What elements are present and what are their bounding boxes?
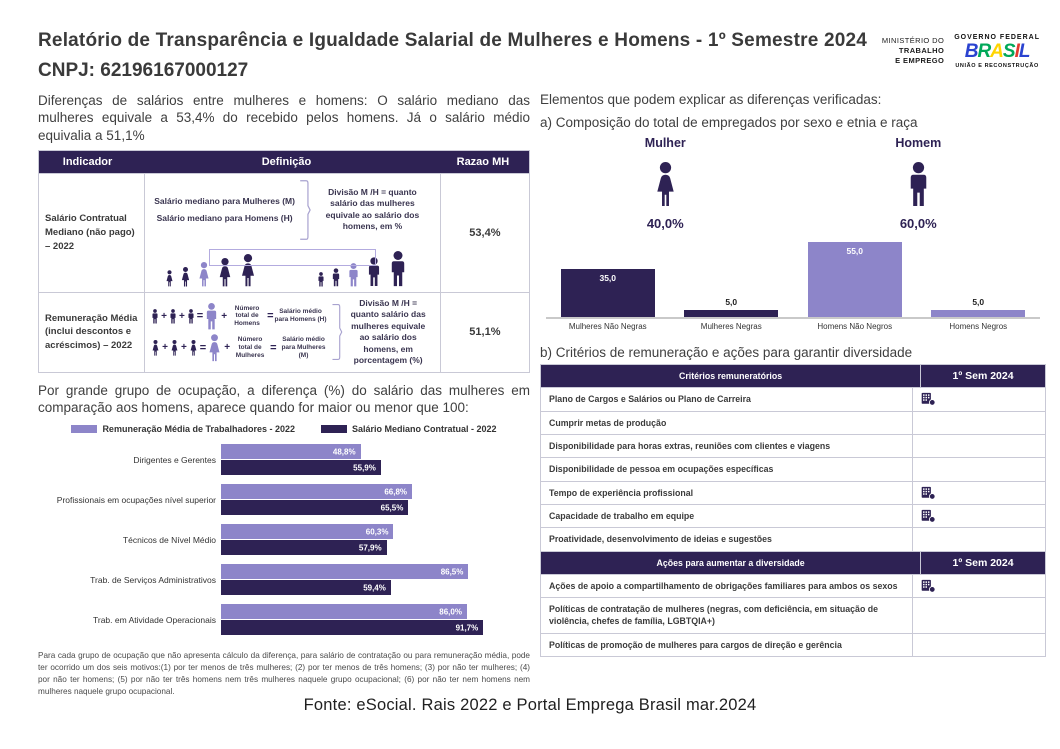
woman-icon — [180, 267, 191, 287]
definition-note: Divisão M /H = quanto salário das mulheres equivale ao salário dos homens, em % — [325, 186, 420, 232]
section-a-title: a) Composição do total de empregados por sexo e etnia e raça — [540, 115, 918, 130]
legend-swatch — [321, 425, 347, 433]
period-header: 1º Sem 2024 — [952, 556, 1014, 569]
bar-value: 35,0 — [599, 273, 617, 284]
gender-composition — [540, 136, 1046, 231]
ministry-line: MINISTÉRIO DO — [881, 36, 945, 46]
col-header-indicador: Indicador — [62, 155, 113, 168]
definition-line: Salário mediano para Mulheres (M) — [154, 196, 295, 207]
right-column — [540, 92, 1046, 706]
woman-icon — [207, 334, 222, 362]
bar-homens-negros — [931, 297, 1025, 317]
building-icon — [921, 486, 936, 500]
man-icon — [169, 309, 177, 324]
category-label: Dirigentes e Gerentes — [133, 455, 216, 466]
left-column — [38, 92, 530, 706]
ethnicity-bar-chart — [546, 235, 1040, 331]
bar-remuneracao-media — [221, 484, 412, 499]
woman-percent: 40,0% — [646, 216, 684, 231]
bar-remuneracao-media — [221, 444, 361, 459]
bar-salario-mediano — [221, 540, 387, 555]
men-average-equation: + + = + Número total de Homens = Salário médio para Homens (H) — [151, 303, 329, 330]
cnpj: CNPJ: 62196167000127 — [38, 60, 249, 81]
definition-cell — [145, 174, 440, 292]
bar-value: 57,9% — [358, 543, 382, 553]
chart-legend — [38, 424, 530, 434]
bar-value: 5,0 — [972, 297, 985, 308]
page-title: Relatório de Transparência e Igualdade Salarial de Mulheres e Homens - 1º Semestre 2024 — [38, 30, 868, 51]
logo-block — [882, 30, 1040, 69]
governo-federal-logo — [954, 34, 1040, 69]
footnote: Para cada grupo de ocupação que não apresenta cálculo da diferença, para salário de contratação ou para remuneração média, pode ter ocorrido um dos seis motivos:(1) por ter menos de três mulheres; (2) por ter menos de três homens; (3) por não ter mulheres; (4) por não ter homens; (5) por não ter três homens nem três mulheres naquele grupo ocupacional; (6) por não ter nem homens nem mulheres naquele grupo ocupacional. — [38, 651, 530, 696]
man-label: Homem — [895, 136, 942, 150]
median-people-diagram — [151, 247, 434, 287]
building-icon — [921, 392, 936, 406]
elements-title: Elementos que podem explicar as diferenças verificadas: — [540, 92, 882, 107]
woman-icon — [170, 340, 179, 356]
ratio-value: 53,4% — [440, 174, 529, 292]
intro-paragraph: Diferenças de salários entre mulheres e homens: O salário mediano das mulheres equivale a 53,4% do recebido pelos homens. Já o salário médio equivalia a 51,1% — [38, 93, 530, 143]
actions-header-row — [541, 551, 1045, 574]
col-header-razao: Razao MH — [456, 155, 510, 168]
definition-note: Divisão M /H = quanto salário das mulheres equivale ao salário dos homens, em porcentagem (%) — [350, 297, 426, 366]
man-icon — [187, 309, 195, 324]
bar-mulheres-negras — [684, 297, 778, 317]
category-label: Mulheres Não Negras — [568, 322, 647, 331]
table-row — [541, 434, 1045, 457]
table-row — [541, 481, 1045, 504]
legend-label: Salário Mediano Contratual - 2022 — [352, 424, 497, 435]
criteria-label: Disponibilidade de pessoa em ocupações específicas — [541, 458, 913, 480]
man-icon — [388, 251, 408, 287]
actions-header: Ações para aumentar a diversidade — [541, 552, 921, 574]
period-header: 1º Sem 2024 — [952, 370, 1014, 383]
brasil-wordmark: BRASIL — [964, 40, 1030, 62]
criteria-label: Proatividade, desenvolvimento de ideias e sugestões — [541, 528, 913, 550]
chart-row — [38, 524, 530, 556]
criteria-table — [540, 364, 1046, 657]
table-row — [541, 633, 1045, 656]
bar-value: 86,5% — [440, 567, 464, 577]
bar-remuneracao-media — [221, 564, 468, 579]
definition-line: Salário mediano para Homens (H) — [156, 213, 293, 224]
col-header-definicao: Definição — [261, 155, 312, 168]
uniao-reconstrucao-label: UNIÃO E RECONSTRUÇÃO — [955, 62, 1039, 69]
category-label: Homens Negros — [949, 322, 1008, 331]
building-icon — [921, 509, 936, 523]
bar-remuneracao-media — [221, 524, 393, 539]
women-average-equation: + + = + Número total de Mulheres = Salário médio para Mulheres (M) — [151, 334, 329, 362]
bracket-icon — [298, 179, 311, 241]
equation-label: Salário médio para Homens (H) — [274, 308, 327, 324]
table-row — [541, 527, 1045, 550]
legend-swatch — [71, 425, 97, 433]
bar-value: 48,8% — [332, 447, 356, 457]
bar-salario-mediano — [221, 500, 408, 515]
bar-salario-mediano — [221, 580, 391, 595]
ministry-line: TRABALHO — [898, 46, 945, 56]
ministry-line: E EMPREGO — [895, 56, 945, 66]
indicator-table — [38, 150, 530, 373]
bar-value: 60,3% — [365, 527, 389, 537]
equation-label: Número total de Homens — [234, 304, 260, 328]
ratio-value: 51,1% — [440, 293, 529, 372]
category-label: Homens Não Negros — [817, 322, 893, 331]
woman-icon — [189, 340, 198, 356]
woman-icon — [165, 270, 174, 287]
man-icon — [347, 263, 360, 287]
action-label: Políticas de promoção de mulheres para cargos de direção e gerência — [541, 634, 913, 656]
legend-label: Remuneração Média de Trabalhadores - 2022 — [102, 424, 296, 435]
category-label: Técnicos de Nível Médio — [122, 535, 216, 546]
criteria-header-row — [541, 365, 1045, 387]
bar-value: 91,7% — [455, 623, 479, 633]
category-label: Trab. em Atividade Operacionais — [93, 615, 216, 626]
action-label: Políticas de contratação de mulheres (negras, com deficiência, em situação de violência, chefes de família, LGBTQIA+) — [541, 598, 913, 633]
table-row — [541, 457, 1045, 480]
man-icon — [204, 303, 219, 330]
man-share — [895, 136, 941, 231]
table-row — [541, 574, 1045, 597]
table-row — [39, 173, 529, 292]
bar-value: 55,0 — [846, 245, 864, 256]
man-icon — [331, 268, 341, 287]
section-b-title: b) Critérios de remuneração e ações para garantir diversidade — [540, 345, 913, 360]
bar-value: 5,0 — [725, 297, 738, 308]
occupation-intro: Por grande grupo de ocupação, a diferença (%) do salário das mulheres em comparação aos homens, aparece quando for maior ou menor que 100: — [38, 382, 530, 415]
source-footer: Fonte: eSocial. Rais 2022 e Portal Emprega Brasil mar.2024 — [303, 696, 757, 714]
title-block — [38, 30, 867, 82]
chart-row — [38, 444, 530, 476]
bar-salario-mediano — [221, 460, 381, 475]
criteria-label: Disponibilidade para horas extras, reuniões com clientes e viagens — [541, 435, 913, 457]
man-icon — [906, 162, 931, 207]
bar-value: 65,5% — [380, 503, 404, 513]
indicator-table-header — [39, 151, 529, 173]
chart-row — [38, 484, 530, 516]
category-label: Trab. de Serviços Administrativos — [90, 575, 216, 586]
category-label: Mulheres Negras — [700, 322, 762, 331]
bar-value: 59,4% — [363, 583, 386, 593]
man-percent: 60,0% — [899, 216, 937, 231]
bar-mulheres-nao-negras — [561, 269, 655, 317]
man-icon — [317, 272, 325, 287]
indicator-name: Remuneração Média (inclui descontos e acréscimos) – 2022 — [39, 293, 145, 372]
action-label: Ações de apoio a compartilhamento de obrigações familiares para ambos os sexos — [541, 575, 913, 597]
woman-icon — [653, 162, 678, 207]
criteria-label: Cumprir metas de produção — [541, 412, 913, 434]
woman-icon — [151, 340, 160, 356]
criteria-label: Tempo de experiência profissional — [541, 482, 913, 504]
criteria-label: Capacidade de trabalho em equipe — [541, 505, 913, 527]
bar-salario-mediano — [221, 620, 483, 635]
table-row — [541, 387, 1045, 410]
table-row — [541, 597, 1045, 633]
bar-value: 86,0% — [439, 607, 462, 617]
median-highlight-box — [209, 249, 376, 266]
legend-item — [71, 424, 295, 434]
report-header — [0, 0, 1060, 82]
man-icon — [151, 309, 159, 324]
criteria-label: Plano de Cargos e Salários ou Plano de Carreira — [541, 388, 913, 410]
table-row — [541, 411, 1045, 434]
table-row — [541, 504, 1045, 527]
legend-item — [321, 424, 497, 434]
bar-homens-nao-negros — [808, 242, 902, 317]
chart-row — [38, 564, 530, 596]
woman-label: Mulher — [644, 136, 686, 150]
governo-federal-label: GOVERNO FEDERAL — [954, 34, 1040, 41]
occupation-bar-chart — [38, 444, 530, 636]
chart-row — [38, 604, 530, 636]
category-label: Profissionais em ocupações nível superior — [56, 495, 216, 506]
building-icon — [921, 579, 936, 593]
equation-label: Número total de Mulheres — [235, 336, 265, 359]
bar-value: 55,9% — [353, 463, 376, 473]
definition-cell — [145, 293, 440, 372]
bar-value: 66,8% — [384, 487, 408, 497]
equation-label: Salário médio para Mulheres (M) — [281, 336, 326, 359]
bar-remuneracao-media — [221, 604, 467, 619]
indicator-name: Salário Contratual Mediano (não pago) – 2022 — [39, 174, 145, 292]
ministry-logo — [882, 36, 944, 66]
table-row — [39, 292, 529, 372]
criteria-header: Critérios remuneratórios — [541, 365, 921, 387]
woman-share — [645, 136, 686, 231]
bracket-icon — [330, 303, 343, 361]
